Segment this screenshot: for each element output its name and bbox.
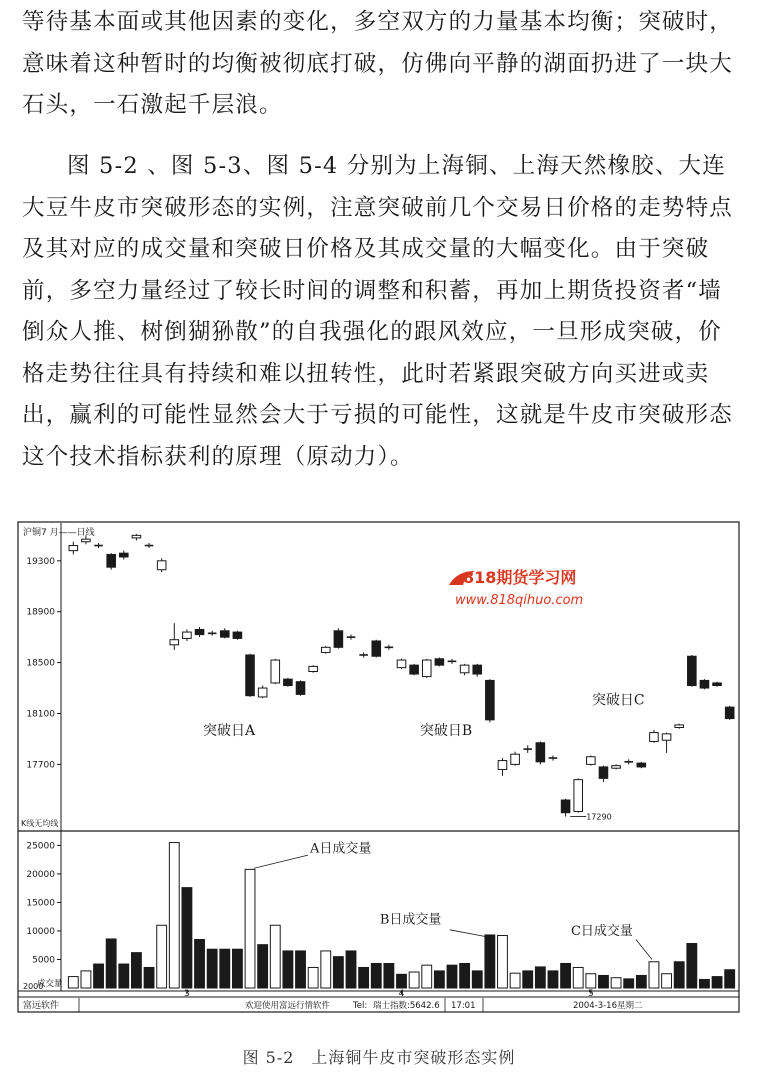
volume-tick-label: 20000: [26, 869, 55, 880]
candle-down: [561, 800, 570, 813]
volume-a-label: A日成交量: [310, 841, 372, 857]
paragraph-1-text: 等待基本面或其他因素的变化，多空双方的力量基本均衡；突破时，意味着这种暂时的均衡被彻底打破，仿佛向平静的湖面扔进了一块大石头，一石激起千层浪。: [22, 9, 734, 118]
candle-up: [258, 688, 267, 697]
breakout-b-label: 突破日B: [419, 723, 473, 740]
kline-indicator-label: K线无均线: [21, 819, 59, 828]
volume-bar-down: [397, 974, 407, 988]
breakout-c-label: 突破日C: [591, 692, 645, 709]
volume-bar-down: [106, 939, 116, 988]
candle-up: [183, 632, 192, 638]
candle-up: [460, 665, 469, 673]
status-software: 富远软件: [23, 1001, 60, 1011]
volume-c-label: C日成交量: [570, 923, 633, 939]
paragraph-2-text: 图 5-2 、图 5-3、图 5-4 分别为上海铜、上海天然橡胶、大连大豆牛皮市突破形态的实例，注意突破前几个交易日价格的走势特点及其对应的成交量和突破日价格及其成交量的大幅变化。由于突破前，多空力量经过了较长时间的调整和积蓄，再加上期货投资者“墙倒众人推、树倒猢狲散”的自我强化的跟风效应，一旦形成突破，价格走势往往具有持续和难以扭转性，此时若紧跟突破方向买进或卖出，赢利的可能性显然会大于亏损的可能性，这就是牛皮市突破形态这个技术指标获利的原理（原动力）。: [22, 153, 734, 470]
candle-down: [536, 743, 545, 762]
candle-up: [612, 766, 621, 769]
volume-tick-label: 5000: [32, 955, 55, 966]
volume-bar-down: [700, 979, 710, 988]
volume-bar-down: [674, 962, 684, 988]
candle-up: [82, 539, 91, 542]
volume-tick-label: 15000: [26, 898, 55, 909]
candle-down: [486, 680, 495, 719]
candle-down: [372, 641, 381, 656]
candle-down: [220, 631, 229, 637]
candle-down: [334, 631, 343, 648]
volume-bar-up: [68, 977, 78, 988]
candle-down: [296, 682, 305, 695]
volume-bar-down: [94, 964, 104, 988]
volume-bar-down: [599, 975, 609, 988]
volume-bar-down: [132, 953, 142, 988]
figure-caption: 图 5-2 上海铜牛皮市突破形态实例: [242, 1048, 516, 1067]
volume-bar-down: [333, 957, 343, 988]
x-tick-label: 4: [398, 989, 405, 999]
volume-bar-down: [195, 940, 205, 988]
volume-bar-down: [207, 949, 217, 988]
candle-up: [650, 733, 659, 742]
watermark-brand: 818期货学习网: [463, 568, 577, 587]
volume-bar-up: [510, 973, 520, 988]
volume-bar-down: [460, 963, 470, 988]
volume-bar-up: [308, 967, 318, 988]
candle-down: [246, 655, 255, 696]
candle-up: [157, 561, 166, 570]
status-date: 2004-3-16星期二: [573, 1001, 643, 1011]
paragraph-2: [22, 146, 738, 478]
candle-up: [132, 535, 141, 538]
candle-up: [170, 640, 179, 645]
volume-bar-down: [144, 967, 154, 988]
paragraph-1: [22, 2, 738, 127]
candle-up: [321, 647, 330, 652]
candle-down: [637, 763, 646, 767]
volume-tick-label: 25000: [26, 841, 55, 852]
candle-up: [675, 725, 684, 728]
candle-down: [107, 554, 116, 567]
kline-figure: [17, 521, 740, 1013]
volume-bar-down: [687, 944, 697, 988]
candle-down: [410, 665, 419, 674]
volume-bar-down: [548, 971, 558, 988]
candle-down: [120, 553, 129, 557]
low-marker-label: 17290: [586, 812, 612, 822]
volume-bar-down: [258, 945, 268, 988]
status-time: 17:01: [451, 1001, 476, 1011]
volume-bar-down: [182, 888, 192, 988]
candle-down: [725, 707, 734, 718]
volume-bar-up: [649, 962, 659, 988]
volume-bar-down: [624, 979, 634, 988]
volume-bar-down: [636, 975, 646, 988]
volume-bar-down: [561, 963, 571, 988]
watermark-url: www.818qihuo.com: [455, 593, 584, 608]
price-tick-label: 18100: [26, 709, 55, 720]
volume-tick-label: 10000: [26, 926, 55, 937]
volume-bar-down: [523, 971, 533, 988]
candle-down: [195, 630, 204, 635]
volume-bar-up: [586, 974, 596, 988]
volume-bar-down: [119, 964, 129, 988]
price-tick-label: 17700: [26, 760, 55, 771]
volume-bar-down: [485, 935, 495, 988]
status-tel: Tel:: [353, 1001, 368, 1011]
volume-bar-up: [245, 869, 255, 988]
volume-bar-down: [535, 967, 545, 988]
status-welcome: 欢迎使用富远行情软件: [245, 1001, 331, 1011]
volume-bar-up: [662, 974, 672, 988]
volume-bar-up: [422, 965, 432, 988]
volume-c-leader: [636, 940, 652, 960]
candle-up: [422, 660, 431, 677]
price-tick-label: 18500: [26, 658, 55, 669]
volume-bar-down: [232, 949, 242, 988]
volume-bar-down: [712, 977, 722, 988]
volume-bar-down: [371, 963, 381, 988]
candle-up: [309, 666, 318, 671]
kline-chart: [17, 521, 740, 1013]
candle-down: [713, 683, 722, 686]
candle-down: [599, 767, 608, 778]
candle-up: [587, 757, 596, 765]
volume-bar-down: [725, 970, 735, 988]
candle-up: [662, 734, 671, 740]
candle-up: [574, 780, 583, 812]
volume-bar-down: [472, 971, 482, 988]
volume-bar-down: [296, 951, 306, 988]
candle-up: [397, 660, 406, 668]
volume-b-leader: [450, 930, 486, 937]
volume-bar-up: [157, 925, 167, 988]
candle-up: [69, 546, 78, 551]
volume-bar-down: [384, 963, 394, 988]
candle-down: [233, 632, 242, 638]
x-tick-label: 3: [184, 989, 190, 999]
volume-bar-down: [434, 971, 444, 988]
volume-bar-up: [409, 972, 419, 988]
volume-axis-label: 成交量: [37, 979, 63, 989]
volume-bar-down: [283, 951, 293, 988]
candle-down: [688, 656, 697, 685]
volume-b-label: B日成交量: [379, 912, 442, 928]
status-index: 瑞士指数:5642.6: [373, 1001, 440, 1011]
volume-bar-up: [611, 978, 621, 988]
volume-bar-down: [220, 949, 230, 988]
volume-bar-up: [81, 971, 91, 988]
volume-bar-down: [346, 951, 356, 988]
price-tick-label: 18900: [26, 607, 55, 618]
candle-down: [473, 665, 482, 674]
volume-bar-down: [447, 965, 457, 988]
volume-bar-up: [321, 951, 331, 988]
candle-down: [700, 680, 709, 688]
x-start-label: 2000: [23, 982, 44, 991]
candle-up: [511, 754, 520, 764]
volume-bar-down: [359, 967, 369, 988]
candle-up: [271, 660, 280, 683]
breakout-a-label: 突破日A: [203, 723, 256, 740]
candle-down: [284, 679, 293, 685]
chart-title: 沪铜7 月——日线: [23, 528, 95, 538]
volume-bar-up: [169, 843, 179, 988]
candle-up: [498, 761, 507, 770]
volume-bar-up: [498, 936, 508, 988]
volume-bar-up: [573, 967, 583, 988]
volume-a-leader: [254, 855, 308, 868]
volume-bar-up: [270, 925, 280, 988]
candle-down: [435, 659, 444, 665]
price-tick-label: 19300: [26, 556, 55, 567]
x-tick-label: 5: [587, 989, 594, 999]
